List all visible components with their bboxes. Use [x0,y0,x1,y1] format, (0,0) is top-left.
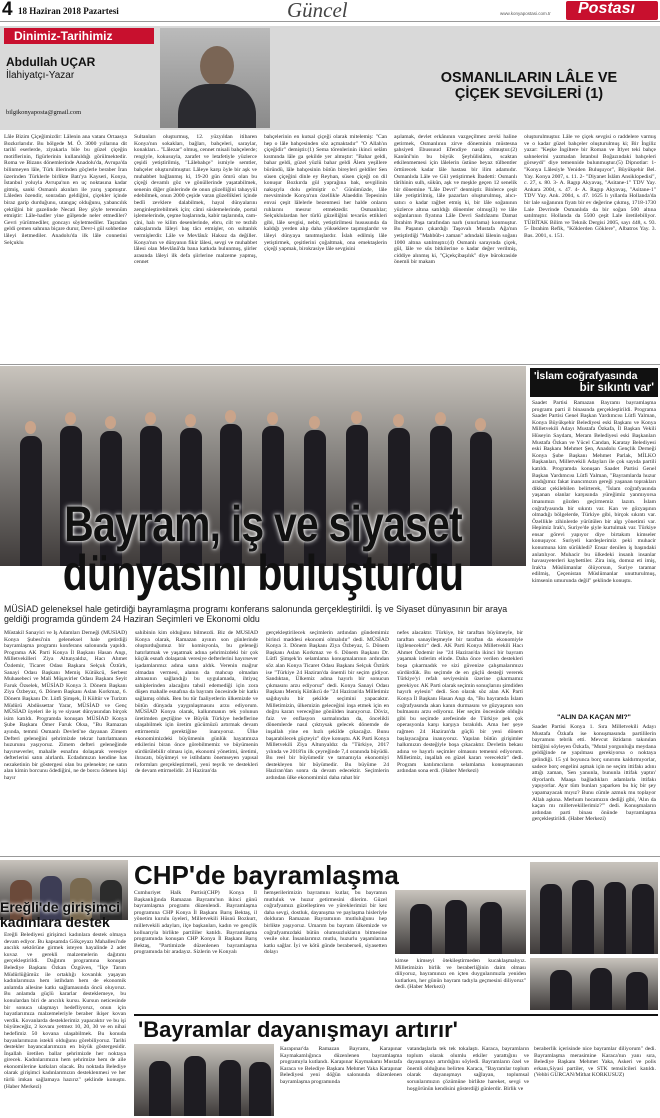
bottom-headline-banner [134,1014,658,1042]
column-title-banner [4,28,154,44]
column-body-col-2: Sultanları oluşturmuş, 12. yüzyıldan itibaren Konya'nın sokakları, bağları, bahçeleri, saraylar, konakları... "Lâlezar" olmuş, cennet misali bahçelerde; rengiyle, kokusuyla, zarafet ve letafetiyle yüzlerce çeşidi yetiştirilmiş, "Lâlebahçe" ismiyle semtler, bahçeler oluşturulmuştur. Lâleye karşı öyle bir aşk ve muhabbet bağlanmış ki, 19-20 gün ömrü olan bu çiçeği devamlı göz ve gönüllerinde yaşatabilmek, senenin diğer günlerinde de onun güzelliğini tahayyül edebilmek, onun 2000 çeşide varan güzellikleri içinde bedîi zevklere dalabilmek, hayal dünyalarını zenginleştirebilmek için; câmi süslemelerinde, portal işlemelerinde, çeşme başlarında, kabir taşlarında, cam-çini, halı ve kilim desenlerinde, ebru, cilt ve tezhib nakışlarında lâleyi baş tâcı etmişler, on sultanlık vermişlerdir. Lâle ve Mevlânâ: Haksız da değiller. Konya'nın ve dünyanın fikir lâlesi, sevgi ve muhabbet lâlesi olan Mevlânâ'da bana katkıda bulunmuş, şiirler arasında lâleyi ilk defa şiirlerine malzeme yapmış, cennet [134,134,257,266]
main-body-col-1: Müstakil Sanayici ve İş Adamları Derneği (MÜSİAD) Konya Şubesi'nin geleneksel hale getirdiği bayramlaşma programı konferans salonunda yapıldı. Programa AK Parti Konya İl Başkanı Hasan Angı, Milletvekilleri Ziya Altunyaldız, Hacı Ahmet Özdemir, Ticaret Odası Başkanı Selçuk Öztürk, Sanayi Odası Başkanı Memiş Kütükcü, Serbest Muhasebeci ve Mali Müşavirler Odası Başkanı Seyit Faruk Özselek, MÜSİAD Konya 3. Dönem Başkanı Ziya Özbeyaz, 6. Dönem Başkanı Aslan Korkmaz, 6. Dönem Başkanı Dr. Lütfi Şimşek, İl Kültür ve Turizm Müdürü Abdüssettar Yarar, MÜSİAD ve Genç MÜSİAD üyeleri ile iş ve siyaset dünyasından birçok isim katıldı. Programda konuşan MÜSİAD Konya Şube Başkanı Ömer Faruk Oksa, "Bu Ramazan ayında, temmi Osmanlı Devleti'ne dayanan Zimem Defteri geleneğini şehrimizde tekrar hatırlatmanın huzurunu yaşıyoruz. Zimem defteri geleneğinde hayırseverler, mahalle esnafını dolaşarak veresiye defterlerini satın alırlardı. Ecdadımızın kendine has nezaketinin bir göstergesi olan bu gelenekte; ne satın alan kimin borcunu ödediğini, ne de borcu ödenen kişi hayır [4,630,127,782]
main-body-col-4: nefes alacaktır. Türkiye, bir taraftan büyümeyle, bir taraftan sanayileşmeyle bir taraftan da ekonomiyle ilgilenecektir" dedi. AK Parti Konya Milletvekili Hacı Ahmet Özdemir ise "24 Haziran'da ikinci bir bayram yaşamak istlerim elinde. Daha önce verilen destekleri boşa çıkarmadık ve sizi güvenize çalışmalarımızı sürdürdük. Bu seçimde de en güçlü desteği vererek Türkiye'yi refah seviyesinin üzerine çıkarmamız gerekiyor. AK Parti olarak seçimin sonuçlarını şimdiden hayırlı eylesin" dedi. Son olarak söz alan AK Parti Konya İl Başkanı Hasan Angı da, "Bu bayramda İslam coğrafyasında akan kanın durmasını ve güzyaşının son bulmasını arzu ediyoruz. Her seçim öncesinde olduğu gibi bu seçimde arefesinde de Türkiye pek çok operasyonla karşı karşıya bırakıldı. Ama her şeye rağmen 24 Haziran'da güçlü bir yeni dönem başlayacağına inanıyoruz. Yapılan bütün girişimler halkımızın desteğiyle boşa çıkacaktır. Devletin bekası adına ve hayırlı seçimler olmasını temenni ediyorum. Milletimiz, inşallah en güzel kararı verecektir" dedi. Program katılımcıların selamlama konuşmasının ardından sona erdi. (Haber Merkezi) [397,630,523,775]
eregli-headline: Ereğli'de girişimci kadınlara destek [0,899,121,930]
author-silhouette-body [178,84,256,128]
bottom-body-col-1: Karapınar'da Ramazan Bayramı, Karapınar Kaymakamlığınca düzenlenen bayramlaşma programıyla kutlandı. Karapınar Kaymakamı Mustafa Karaca ve Belediye Başkanı Mehmet Yaka Karapınar Belediyesi yeni döğün salonunda düzenlenen bayramlaşma programında [280,1046,402,1085]
column-headline: OSMANLILARIN LÂLE VE ÇİÇEK SEVGİLERİ (1) [440,70,618,102]
section-title: Güncel [287,0,348,22]
chp-body-col-2: hemşerilerimizin bayramını kutlar, bu bayramın mutluluk ve huzur getirmesini dilerim. Güzel coğrafyamızı güzelleştiren ve yüreklerimizi bir kez daha sevgi, dostluk, dayanışma ve paylaşma hisleriyle dolduran Ramazan Bayramının mutluluğunu hep birlikte yaşıyoruz. Umarım bu bayram ülkemizde ve coğrafyamızdaki bütün olumsuzlukların bitmesine vesile olur. İnsanlarımız mutlu, huzurlu yaşamlarına katkı sağlar. İyi ve kötü günde beraberseñ, siyasetten dolayı [264,890,387,956]
author-name: Abdullah UÇAR [6,55,96,69]
side-story-body-2: Saadet Partisi Konya 1. Sıra Milletvekili Adayı Mustafa Özkafa ise konuşmasında partililerin bayramını tebrik etti. Mevcut iktidarın takınılan bittiğini söyleyen Özkafa, "Mutal yorgunluğu meydana geldiğinde ne yapılması gerekiyorsa o noktaya gelindiği. 15 yıl boyunca borç sınırımı kaldırmıyorlar, sadece borç engelini aşmak için ne seçim ittifakı adını attığı zaman, 'Sen yanunla, bununla ittifak yaptın' diyorlardı. Maaşa bağladıkları adamlarla ittifakı yapıyorlar. Ayır tüm bunları yaparken bu hiç bir şey yapamayacak mıyız? Bunu cümle azmuk mu toplayor Allah aşkına. Merhum hocamızın dediği gibi, 'Alın da kaçan mı milletvekillerimiz?'" dedi. Konuşmaların ardından parti binası önünde bayramlaşma gerçekleştirildi. (Haber Merkezi) [532,724,656,823]
issue-date: 18 Haziran 2018 Pazartesi [18,6,119,16]
author-photo [160,28,270,128]
chp-photo-2 [530,862,658,954]
main-headline-line-2: dünyasını buluşturdu [62,545,464,601]
bottom-body-col-3: beraberlik içerisinde nice bayramlar diliyorum" dedi. Bayramlaşma merasimine Karaca'nın yanı sıra, Belediye Başkanı Mehmet Yaka, Askeri ve polis erkanı,Siyasi partiler, ve STK temsilcileri katıldı. (Vehbi GÜRCAN/Mithat KORKUSUZ) [534,1046,656,1079]
chp-photo-3 [530,958,658,1010]
chp-body-col-1: Cumhuriyet Halk Partisi(CHP) Konya İl Başkanlığında Ramazan Bayramı'nın ikinci günü bayramlaşma programı düzenlendi. Bayramlaşma programına CHP Konya İl Başkanı Barış Bektaş, il yönetim kurulu üyeleri, Milletvekili Hüsnü Bozkurt, milletvekili adayları, ilçe başkanları, kadın ve gençlik kolluarıyla birlikte partililer katıldı. Bayramlaşma programında konuşan CHP Konya İl Başkanı Barış Bektaş, "Partimizde düzenlenen bayramlaşma programında bir aradayız. Sizlerin ve Konyalı [134,890,257,956]
side-story-subhead: "ALIN DA KAÇAN MI?" [557,714,631,721]
side-story-headline: 'İslam coğrafyasında bir sıkıntı var' [530,368,658,397]
masthead [0,0,660,22]
divider [0,364,660,365]
bottom-photo [134,1044,274,1116]
column-body-col-5: oluşturulmuştur. Lâle ve çiçek sevgisi o raddelere varmış ve o kadar güzel bahçeler oluşturulmuş ki; Bir İngiliz yazar: "Keşke İngiltere bir Roman ve İtlyet teki bahçe sahnelerini yazmadan İstanbul Boğazındaki bahçeleri görseydi" diye temennide bulunmuştur.(5) Dipnotlar: 1- "Konya Lâlesiyle Yeniden Buluşuyor", Büyükşehir Bel. Yay. Konya 2007, s. 11. 2- "Diyanet İslâm Ansiklopedisi", c. 27, s. 80. 3- A. Ragıp Akyavaş, "Asitane-1" TDV Yay. Ankara 2004, s. 47. 4- A. Ragıp Akyavaş, "Asitane-1" TDV Yay. Ank. 2004, s. 47. 1625 lı yıllarda Hollanda'da bir lale soğanının fiyatı bir ev değerine çıkmış, 1718-1730 Lale Devrinde Osmanlıda da bir soğan 500 altına satılmıştır. Hollanda da 5500 çeşit Lale üretilebiliyor. TÜBİTAK Bilim ve Teknik Dergisi 2005, sayı 448, s. 93. 5- İbrahim Refik, "Köklerden Göklere", Albatros Yay. 3. Bas. 2001, s. 151. [524,134,656,239]
main-headline-line-1: Bayram, iş ve siyaset [64,496,462,552]
main-subhead: MÜSİAD geleneksel hale getirdiği bayramlaşma programı konferans salonunda gerçekleştirildi. İş ve Siyaset dünyasının bir araya geldiği programda gündem 24 Haziran Seçimleri ve Ekonomi oldu [4,604,508,624]
eregli-body: Ereğli Belediyesi girişimci kadınlara destek olmaya devam ediyor. Bu kapsamda Gökçeyazı Mahallesi'nde ancılık sektörüne girmek isteyen hayalinde 2 adet kuvaz ve gerekli malzemelerin dağıtımı gerçekleştirildi. Dağıtım programına konuşan Belediye Başkanı Özkan Özgüven, "İlçe Tarım Müdürlüğümüz ile ortaklığı kovanlık yaşayan kadınlarımıza hem istihdam hem de ekonomik anlamda ailesine katkı sağlamasında öncü oluyoruz. Bu anlamda güçlü kararlar desteklemeye, bu konulardan biri de arıcılık kursu. Kursun neticesinde bir sonuca ulaşmayı hedefliyoruz, onun için hayatlarımıza malzemeleriyle beraber ikişer kovan verdik. Kovanlarda desteklerimiz yapacaktır ve bu işi büyüteceğiz, 2 kovanı yetmez 10, 20, 30 ve en nihai hedefimiz 50 kovana ulaşabilmek. Bu konuda bayanlarımızın istekli olduğunu görebiliyoruz. Tarihi destekler bayancalarımızın en büyük göstergesidir. İnşallah üretilen ballar şehrimizde her noktaya girecek. Kadınlarımızın hem şehrimize hem de aile ekonomilerine katkıları olacak. Bu noktada Belediye olarak girişimci kadınlarımızın desteklenmesi ve her türlü imkan sağlamaya hazırız" şeklinde konuştu. (Haber Merkezi) [4,932,126,1090]
author-silhouette-head [200,46,234,86]
side-story-body: Saadet Partisi Ramazan Bayramı bayramlaşma programı parti il binasında gerçekleştirildi. Programa Saadet Partisi Genel Başkan Yardımcısı Lütfi Yalman, Konya Büyükşehir Belediyesi eski Başkanı ve Konya Milletvekili Adayı Mustafa Özkafa, İl Başkan Vekili Hüseyin Saydam, Meram Belediyesi eski Başkanları Mustafa Özkan ve Yücel Candan, Karatay Belediyesi eski Başkanı Mehmet Şen, Anadolu Gençlik Derneği Konya Şube Başkanı Mehmet Parlak, MİLKO Başkanları, Milletvekili Adayları ile çok sayıda partili katıldı. Programda konuşan Saadet Partisi Genel Başkan Yardımcısı Lütfi Yalman, "Bayramlarda huzur aradığımız fakat inancımızın gereği yaşanan toprakları dikkat çekilebilen belirterek, "İslam coğrafyasında yaşanan olanlar karşısında yüreğimiz yanmıyorsa imanımızı gözden geçirmemiz lazım. İslam coğrafyasında bir sıkıntı var. Kan ve gözyaşının olmadığı bölgelerde, Türkiye gibi, birçok sıkıntı var. Özellikle zihinlerde yürütülen bir algı yönetimi var. Hepimiz Irak'ı, Suriye'de şiyle kurtulmak var. Türkiye ensar görevi yapıyor diye birtakım kimseler konuşuyor. Suriyeli kardeşlerimiz peki muhacir konumuna kim sürükledi? Ensar denilen iş başındaki anlatılıyor. Muhacir bu ülkedeki insanlı insanlar havasıyeterleri kaybettiler. Zira iniş, domuz eti imiş, Irak'ta Müslümanlar ölüyorsun, Suriye taramar edilmiş, Çeçenistan Müslümanlar unutturulmuş, kimsenin umurunda değil" şeklinde konuştu. [532,400,656,585]
main-body-col-2: sahibinin kim olduğunu bilmezdi. Biz de MÜSİAD Konya olarak, Ramazan ayının son günlerinde oluşturduğumuz bir komisyonla, bu geleneği hatırlatmak ve yaşatmak adına şehrimizdeki bir çok küçük esnafı dolaşarak veresiye defterlerini hayırsever işadamlarımız adına satın aldık. Verenin mağrur olmadan vermesi, alanın da mahcup olmadan almasının sağlandığı bu uygulamada, ihtiyaç sahiplerinden alacağını tahsil edemediği için zora düşen mahalle esnafına da bayram öncesinde bir katkı sağlamış olduk. Ben bu tür faaliyetlerin ülkemizde ve bütün dünyada yaygınlaşmasını arzu ediyorum. MÜSİAD Konya olarak, kalkınmanın tek yolunun üretimden geçtiğine ve Büyük Türkiye hedeflerine ulaşabilmek için üretim gücümüzü artırmak devam ettirmemiz gerektiğine inanıyoruz. Ülke ekonomimizdeki büyümenin günlük hayatımıza etkilerini biran önce görebilmemiz ve büyümenin sürdürülebilir olması için, ekonomi yönetimi, üretimi, ihracatı, büyümeyi ve istihdamı önemseyen yapısal reformları gerçekleştirmeli, yeni teşvik ve destekleri de devam ettirmelidir. 24 Haziran'da [135,630,258,775]
newspaper-logo: Postası [566,1,658,20]
chp-headline: CHP'de bayramlaşma [134,860,399,890]
author-email[interactable]: bilgikonyaposta@gmail.com [6,109,82,116]
column-body-col-1: Lâle Bizim Çiçeğimizdir: Lâlenin ana vatanı Ortaasya Bozkırlarıdır. Bu bölgede M. Ö. 3000 yıllarına dit tarihî eserlerde, ziyakarla bile bu güzel çiçeğin motiflerinin, figürlerinin kullanıldığı görülmektedir. Roma ve Bizans dönemlerinde Anadolu'da, Avrupa'da bilinmeyen lâle, Türk illerinden göçlerle beraber İran üzerinden Türklerle birlikte Batı'ya Kayseri, Konya, İstanbul yoluyla Avrupa'nın en uç noktasına kadar gitmiş, sanki Osmanlı akınları ile yarış yapmıştır. Lâleden özendir, sonradan geldiğini, çiçekler içinde biraz garip durduğunu, utangaç olduğunu, yabancılık çektiğini bir gazelinde Necati Bey şöyle terennüm etmiştir: Lâle-hadler yine gülşende neler etmediler? Gevri yürütmediler, goncayı söyletmediler. Taşradan geldi çemen sahnına biçare durur, Devr-i gül sohbetine lâleyi iletmediler. Anadolu'da ilk lâle connetini Selçuklu [4,134,127,246]
author-role: İlahiyatçı-Yazar [6,70,75,81]
website-url: www.konyapostasi.com.tr [500,11,551,16]
page-number: 4 [2,0,13,20]
column-header-box [0,26,660,130]
bottom-body-col-2: vatandaşlarla tek tek tokalaştı. Karaca, bayramların toplum olarak olumlu etkiler yarattığını ve dayanışmayı artırdığını söyledi. Bayramların özel ve önemli olduğunu belirten Karaca, "Bayramlar toplum olarak dayanışmayı sağlayan, toplumsal sorunlarımızın çözümüne birlikte hareket, sevgi ve hoşgörünün kendisini gösterdiği günlerdir. Birlik ve [407,1046,529,1092]
column-title: Dinimiz-Tarihimiz [14,29,113,43]
column-body-col-3: bahçelerinin en kutsal çiçeği olarak mitelemiş: "Can hep o lâle bahçesinden söz açmaktadır" "O Allah'ın çiçeğidir" demiştir.(1) Sema törenlerinin ikinci selâm kısmında lâle ga şekilde yer almıştır: "Bahar geldi, bahar geldi, güzel yüzlü bahar geldi Âlem yeşillere büründü, lâle bahçesinin bütün bireyleri geldiler Sen süsen çiçeğini dinle ey Reyhan, süsen çiçeği on dil konuşur Bozkırda gül yaprağına bak, sevgilinin nakışıyla dolu gelmiştir o." Günümüzde, lâle mevsiminde Konya'nın özellikle Alaeddin Tepesinin envai çeşit lâlelerle bezenmesi her halde onların ruhlarını mesrur etmektedir. Osmanlılar; Selçuklulardan her türlü güzelliğini tevarüs ettikleri gibi, lâle sevgisi, nebit, yetiştirilmesi hususunda da kaldığı yerden alıp daha yükseklere taşımışlardır ve lâleyi dünyaya tanıtmışlardır. İslah edilmiş lâle yetiştirmek, çeşitlerini çoğaltmak, ona emektaşlerin çiçeği yapmak, birokrasiye lâle sevgisini [264,134,387,253]
main-body-col-3: gerçekleştirilecek seçimlerin ardından gündemimiz birinci maddesi ekonomi olmalıdır" dedi. MÜSİAD Konya 3. Dönem Başkanı Ziya Özbeyaz, 5. Dönem Başkanı Aslan Korkmaz ve 6. Dönem Başkanı Dr. Lütfi Şimşek'in selamlama konuşmalarının ardından söz alan Konya Ticaret Odası Başkanı Selçuk Öztürk ise "Türkiye 24 Haziran'da önemli bir seçim gidiyor. Sandıktan, Ülkemiz adına hayırlı bir sonucun çıkmasını arzu ediyoruz" dedi. Konya Sanayi Odası Başkanı Memiş Kütükcü de "24 Haziran'da Milletimiz sağduyulu bir şekilde seçimini yapacaktır. Milletimizin, ülkemizin geleceğini inşa etmek için en doğru kararı vereceğine gönülden inanıyoruz. Döviz, faiz ve enflasyon sarmalından da, öncelikli dönemlerde nasıl çıktıysak gelecek dönemde de inşallah yine en hızlı şekilde çıkacağız. Bunu başarabilecek güçteyiz" diye konuştu. AK Parti Konya Milletvekili Ziya Altunyaldız da "Türkiye, 2017 yılında ve 2018'in ilk çeyreğinde 7,4 oranında büyüdü. Bu reel bir büyümedir ve tamamıyla ekonomiyi destekleyen bir büyümedir. Bu büyüme 24 Haziran'dan sonra da devam edecektir. Seçimlerin ardından ülke ekonomimizi daha rahat bir [266,630,389,782]
main-headline [0,496,526,601]
chp-photo-1 [395,890,526,954]
divider [0,856,660,857]
column-body-col-4: aşılamak, devlet erkânının vazgeçilmez zevki haline getirmek, Osmanlının zirve döneminin müstesna şahsiyeti Ebussuud Efendiye nasip olmuştur.(2) Kanûnî'nin bu büyük Şeyhülislâmı, scaktan etkilenmemesi için lâlelerin üstüne beyaz tülbentler örttürecek kadar lâle hastası bir ilim adamıdır. Osmanlıda Lâle ve Gül yetiştirmek İbadetti: Osmanlı târihinin sulh, sükûn, aşk ve meşkle geçen 12 senelik bir dönemine "Lâle Devri" denmiştir. Binlerce çeşit lâle yetiştirilmiş, lâle pazarları oluşturulmuş, alıcı-satıcı o kadar rağbet etmiş ki, bir lâle soğanının yüzlerce altına satıldığı dönemler olmuş(3) ve lâle soğanlarının fiyatına Lâle Devri Sadrâzamı Damat İbrahim Paşa tarafından narh (sınırlama) konmuştur. Bu Paşanın çıkardığı Taşovalı Mustafa Ağa'nın yetiştirdiği "Mahbûb-ı zaman" adındaki lâlenin soğanı 1000 altına satılmıştır.(4) Osmanlı sarayında çiçek, gül, lâle ve sûs bitkilerine o kadar değer verilmiş, ciddiye alınmış ki, "Çiçekçibaşılık" diye bürokraside önemli bir makam [394,134,517,266]
chp-body-col-3: kimse kimseyi ötekileştirmeden kucaklaşmalıyız. Milletimizin birlik ve beraberliğinin daim olması diliyoruz, bayramınızı en içten duygularımızla yeniden kutlarken, her günün bayram tadıyla geçmesini diliyoruz" dedi. (Haber Merkezi) [395,958,526,991]
bottom-headline: 'Bayramlar dayanışmayı artırır' [138,1017,458,1042]
